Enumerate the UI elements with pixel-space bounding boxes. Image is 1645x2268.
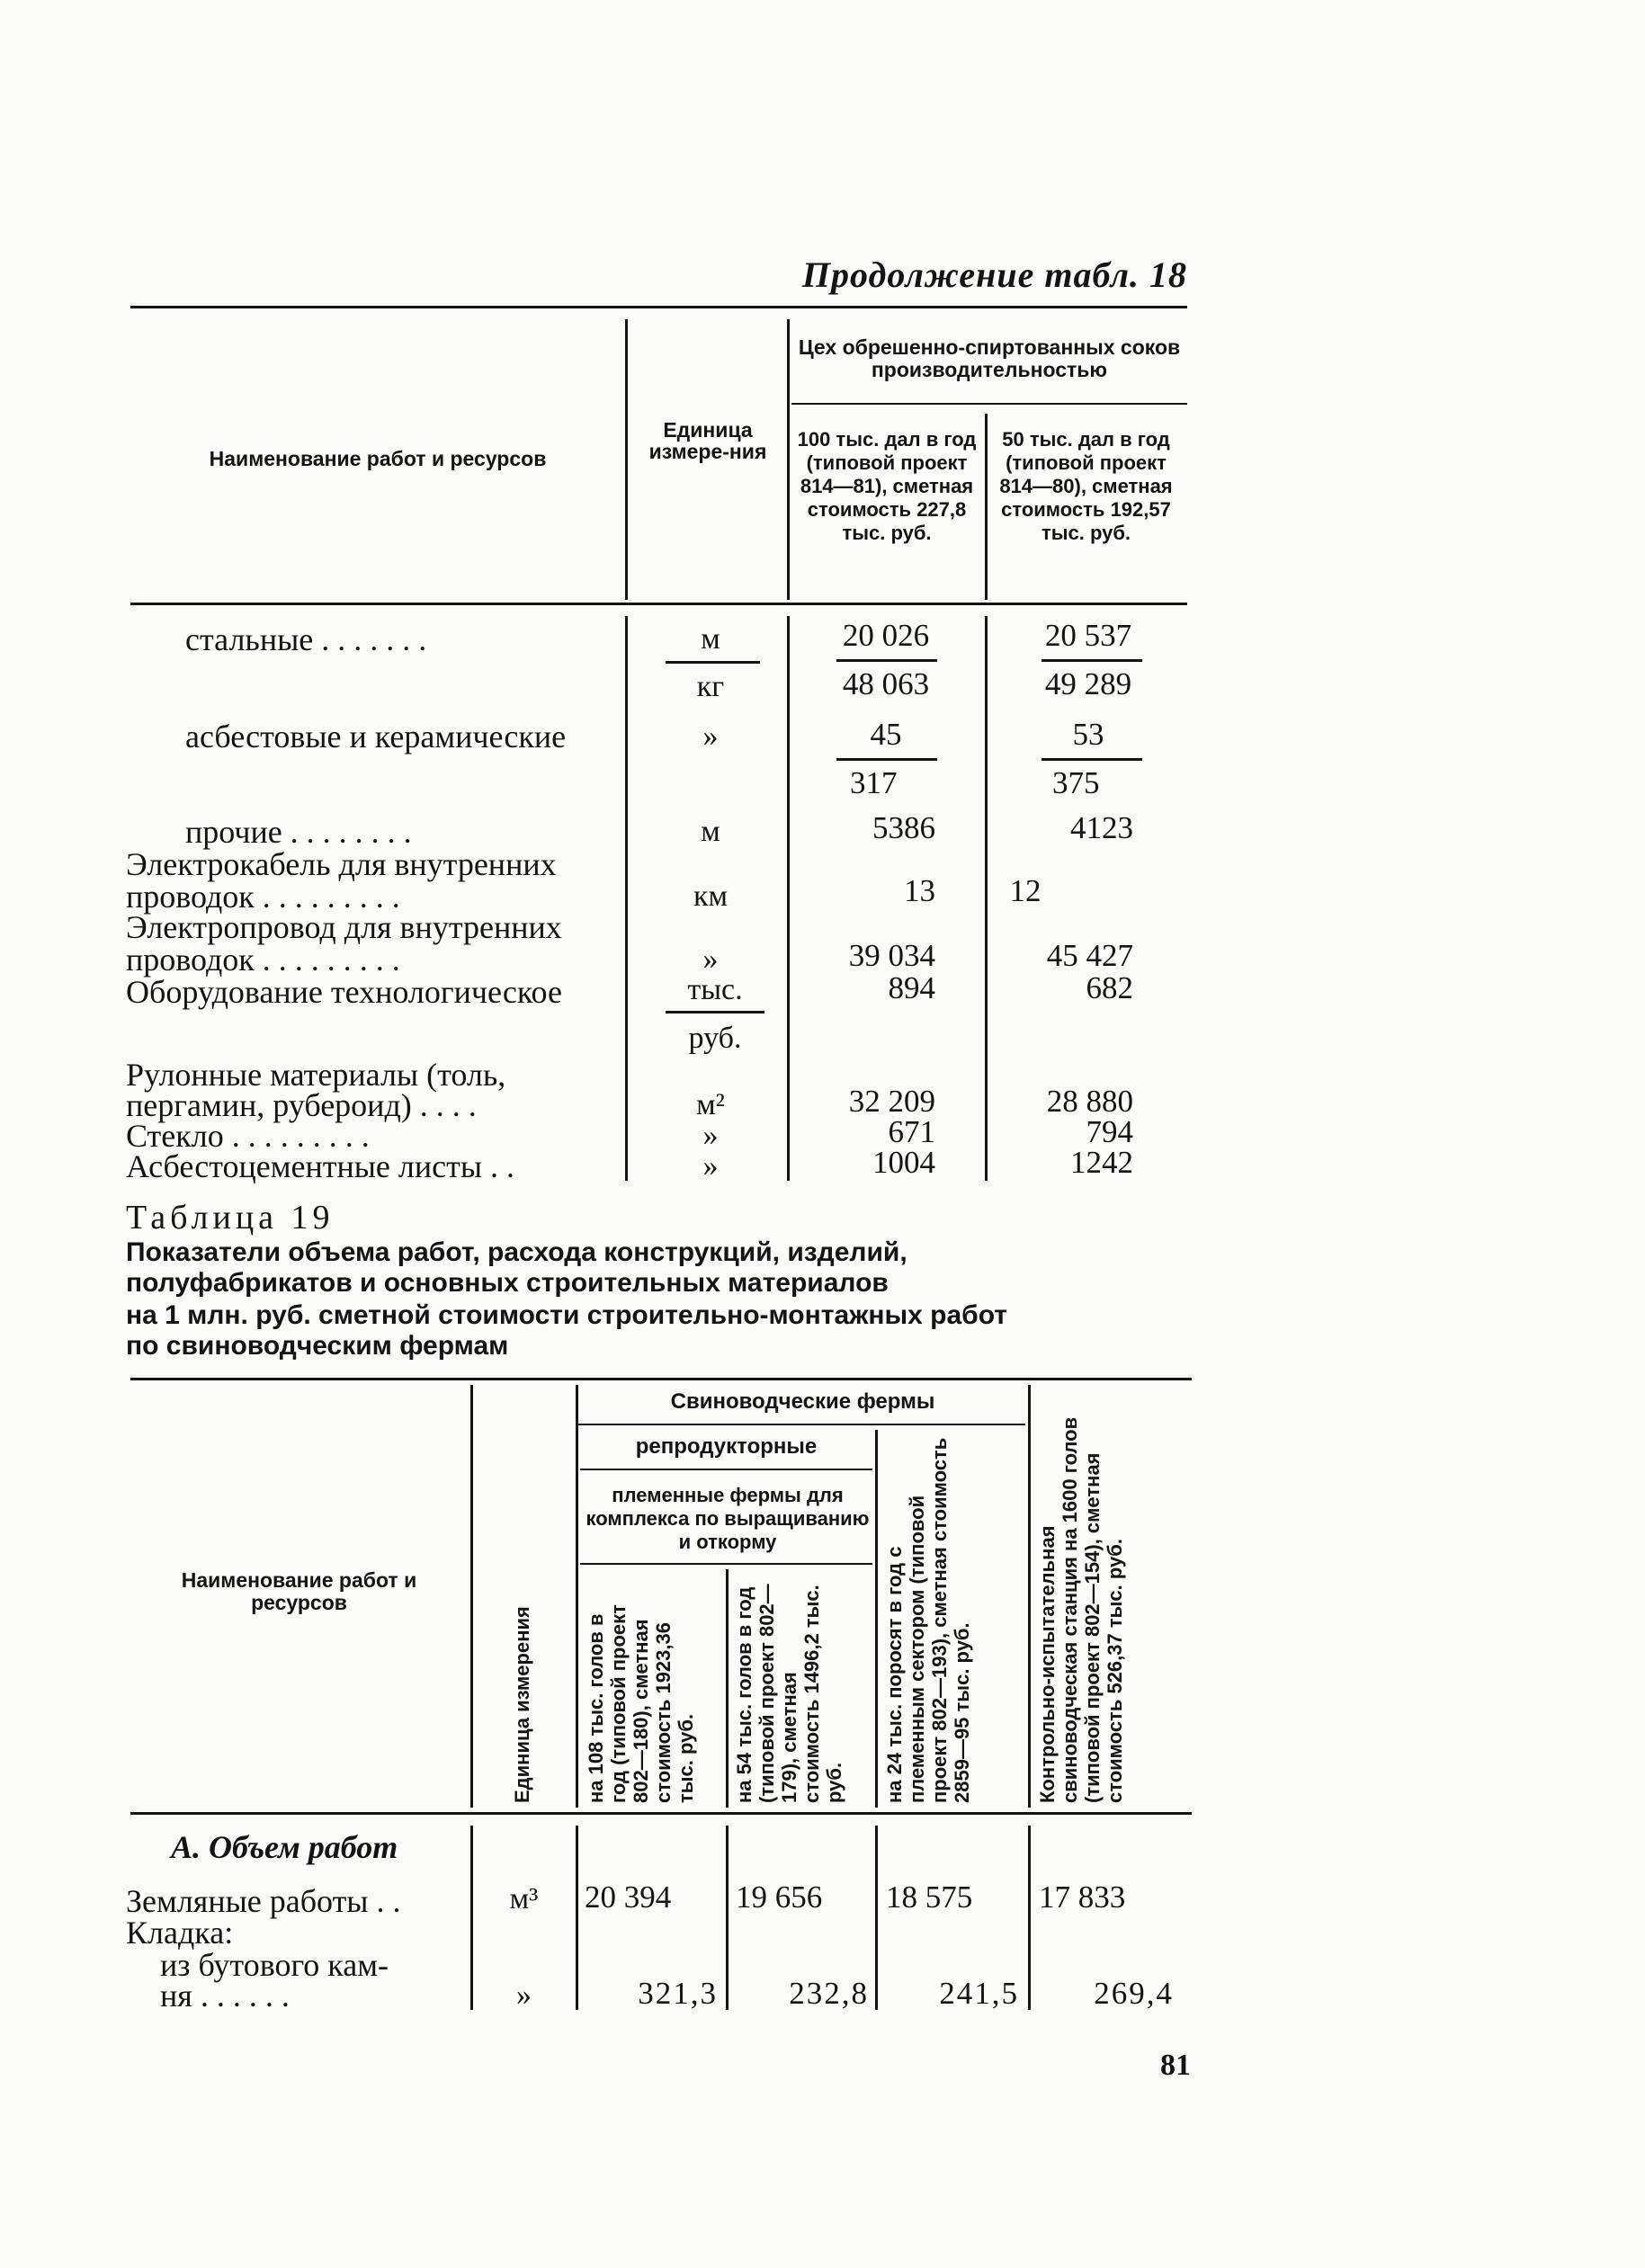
value-cell: 18 575 xyxy=(886,1880,973,1915)
row-name: пергамин, рубероид) . . . . xyxy=(126,1087,477,1123)
value-cell: 1242 xyxy=(1070,1145,1133,1180)
row-name: Асбестоцементные листы . . xyxy=(126,1148,515,1184)
fraction-rule xyxy=(666,661,760,664)
header-group-sub2: племенные фермы для комплекса по выращиванию и откорму xyxy=(586,1484,870,1553)
value-cell: 794 xyxy=(1086,1114,1133,1149)
unit-cell: » xyxy=(702,942,719,976)
rule xyxy=(580,1563,872,1565)
value-cell: 682 xyxy=(1086,970,1133,1005)
unit-cell: » xyxy=(702,1119,719,1152)
unit-cell: кг xyxy=(696,670,725,703)
value-cell: 375 xyxy=(1052,765,1100,800)
column-rule xyxy=(1028,1385,1031,1808)
column-rule xyxy=(470,1826,473,2010)
row-name: асбестовые и керамические xyxy=(185,719,567,755)
unit-cell: м² xyxy=(696,1088,725,1121)
rule xyxy=(130,1812,1192,1815)
rule xyxy=(130,1378,1192,1380)
header-group: Цех обрешенно-спиртованных соков производительностью xyxy=(798,335,1181,381)
row-name: Земляные работы . . xyxy=(126,1883,401,1919)
unit-cell: » xyxy=(516,1978,532,2012)
header-col-b: 50 тыс. дал в год (типовой проект 814—80), сметная стоимость 192,57 тыс. руб. xyxy=(999,428,1173,544)
value-cell: 45 427 xyxy=(1046,938,1133,973)
table-19-label: Таблица 19 xyxy=(126,1199,335,1237)
column-rule xyxy=(875,1826,878,2010)
row-name: Кладка: xyxy=(126,1915,234,1951)
value-cell: 5386 xyxy=(872,810,935,845)
header-col-a: 100 тыс. дал в год (типовой проект 814—81), сметная стоимость 227,8 тыс. руб. xyxy=(797,428,977,544)
value-cell: 20 394 xyxy=(585,1880,672,1915)
column-rule xyxy=(576,1826,578,2010)
continuation-caption: Продолжение табл. 18 xyxy=(801,254,1187,295)
header-unit: Единица измере-ния xyxy=(648,418,767,463)
header-col-3: на 24 тыс. поросят в год с племенным сектором (типовой проект 802—193), сметная стоимость 2859—95 тыс. руб. xyxy=(883,1437,973,1803)
value-cell: 13 xyxy=(904,873,935,908)
column-rule xyxy=(985,414,988,600)
column-rule xyxy=(625,319,628,600)
value-cell: 17 833 xyxy=(1039,1880,1126,1915)
value-cell: 20 537 xyxy=(1044,618,1132,653)
column-rule xyxy=(726,1826,729,2010)
fraction-rule xyxy=(836,758,937,761)
rule xyxy=(130,603,1187,605)
header-col-1: на 108 тыс. голов в год (типовой проект 802—180), сметная стоимость 1923,36 тыс. руб. xyxy=(585,1604,697,1803)
value-cell: 317 xyxy=(850,765,898,800)
value-cell: 20 026 xyxy=(842,618,930,653)
row-name: проводок . . . . . . . . . xyxy=(126,879,400,915)
row-name: Оборудование технологическое xyxy=(126,974,562,1010)
table-19-title: Показатели объема работ, расхода конструкций, изделий, xyxy=(126,1237,907,1267)
unit-cell: м³ xyxy=(509,1882,539,1915)
rule xyxy=(791,403,1187,405)
value-cell: 12 xyxy=(1009,873,1042,908)
table-19-title: по свиноводческим фермам xyxy=(126,1331,509,1361)
value-cell: 671 xyxy=(888,1114,935,1149)
value-cell: 28 880 xyxy=(1046,1084,1133,1119)
unit-cell: тыс. xyxy=(687,973,743,1006)
value-cell: 48 063 xyxy=(842,666,930,701)
value-cell: 19 656 xyxy=(736,1880,823,1915)
row-name: Электропровод для внутренних xyxy=(126,909,562,945)
header-col-2: на 54 тыс. голов в год (типовой проект 802—179), сметная стоимость 1496,2 тыс. руб. xyxy=(733,1584,845,1803)
fraction-rule xyxy=(1042,659,1142,662)
header-name: Наименование работ и ресурсов xyxy=(209,447,547,470)
row-name: прочие . . . . . . . . xyxy=(185,814,412,850)
column-rule xyxy=(787,616,790,1181)
fraction-rule xyxy=(666,1011,764,1013)
rule xyxy=(130,306,1187,308)
row-name: Электрокабель для внутренних xyxy=(126,846,557,882)
row-name: Стекло . . . . . . . . . xyxy=(126,1118,370,1154)
row-name: ня . . . . . . xyxy=(160,1978,290,2014)
value-cell: 232,8 xyxy=(789,1976,869,2011)
row-name: из бутового кам- xyxy=(160,1947,389,1983)
value-cell: 321,3 xyxy=(638,1976,718,2011)
column-rule xyxy=(1028,1826,1031,2010)
table-19-title: на 1 млн. руб. сметной стоимости строительно-монтажных работ xyxy=(126,1300,1007,1330)
column-rule xyxy=(625,616,628,1181)
unit-cell: м xyxy=(701,622,720,656)
table-19-title: полуфабрикатов и основных строительных материалов xyxy=(126,1268,889,1298)
value-cell: 39 034 xyxy=(848,938,935,973)
fraction-rule xyxy=(1042,758,1142,761)
value-cell: 49 289 xyxy=(1044,666,1132,701)
unit-cell: км xyxy=(693,880,729,913)
header-unit: Единица измерения xyxy=(511,1606,533,1803)
value-cell: 1004 xyxy=(872,1145,935,1180)
column-rule xyxy=(875,1430,878,1808)
value-cell: 45 xyxy=(870,717,902,752)
row-name: стальные . . . . . . . xyxy=(185,621,427,657)
value-cell: 53 xyxy=(1072,717,1104,752)
column-rule xyxy=(470,1385,473,1808)
value-cell: 269,4 xyxy=(1094,1976,1174,2011)
rule xyxy=(576,1424,1025,1425)
fraction-rule xyxy=(836,659,937,662)
column-rule xyxy=(576,1385,578,1808)
row-name: проводок . . . . . . . . . xyxy=(126,942,400,978)
value-cell: 894 xyxy=(888,970,935,1005)
header-name: Наименование работ и ресурсов xyxy=(181,1568,417,1614)
header-col-4: Контрольно-испытательная свиноводческая станция на 1600 голов (типовой проект 802—154), сметная стоимость 526,37 тыс. руб. xyxy=(1036,1416,1126,1803)
page-number: 81 xyxy=(1160,2049,1191,2082)
header-group-main: Свиноводческие фермы xyxy=(670,1389,935,1414)
unit-cell: » xyxy=(702,719,719,753)
unit-cell: » xyxy=(702,1149,719,1183)
row-name: Рулонные материалы (толь, xyxy=(126,1057,506,1093)
header-group-sub: репродукторные xyxy=(635,1434,818,1459)
section-heading: А. Объем работ xyxy=(171,1829,398,1865)
rule xyxy=(580,1469,872,1470)
value-cell: 32 209 xyxy=(848,1084,935,1119)
column-rule xyxy=(787,319,790,600)
value-cell: 241,5 xyxy=(939,1976,1019,2011)
unit-cell: м xyxy=(701,815,720,848)
column-rule xyxy=(726,1569,729,1808)
unit-cell: руб. xyxy=(688,1022,742,1055)
value-cell: 4123 xyxy=(1070,810,1133,845)
